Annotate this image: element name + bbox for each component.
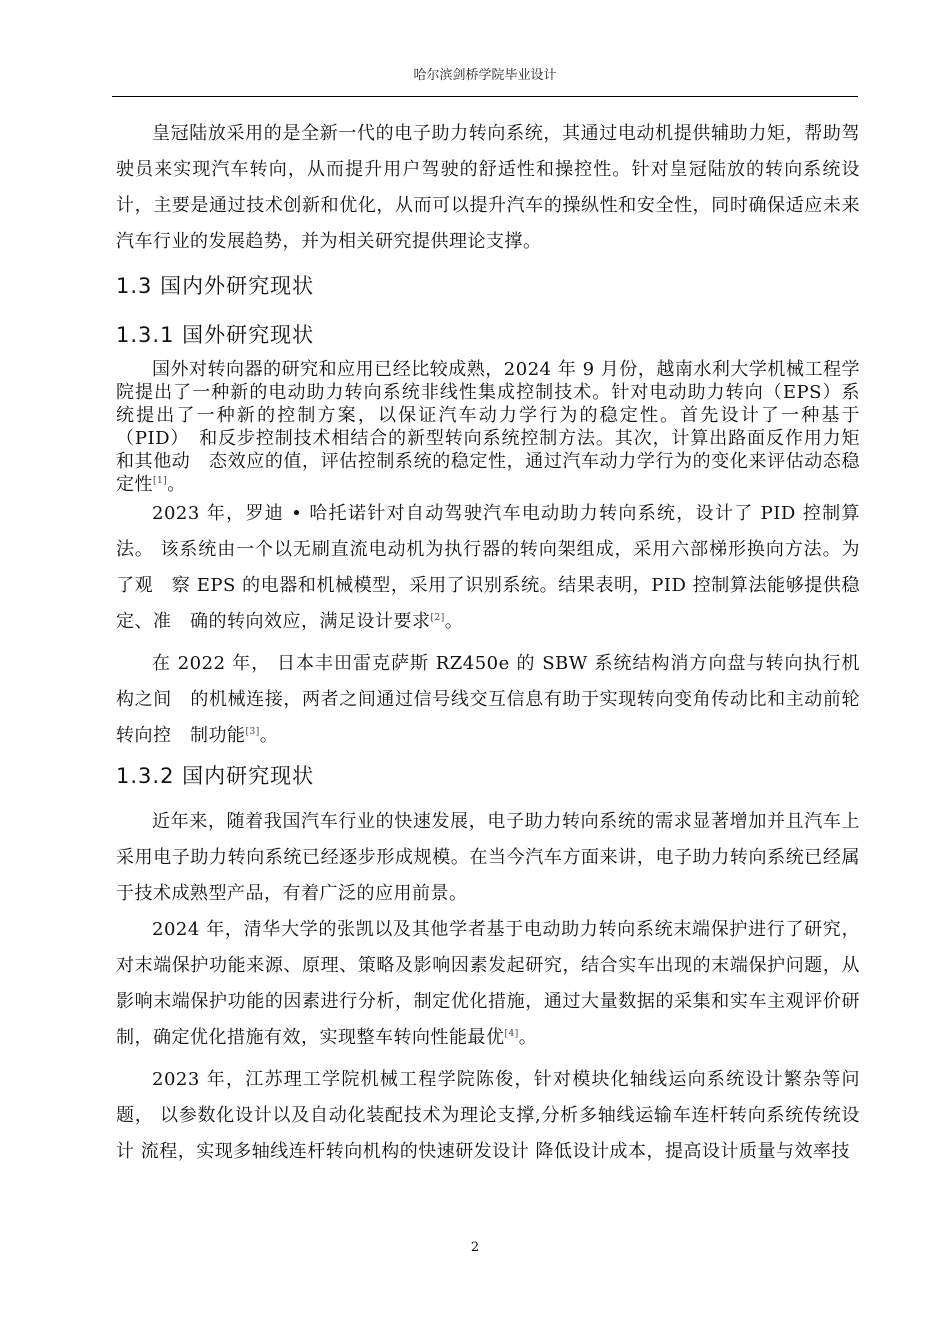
paragraph-end: 。 — [518, 1027, 538, 1048]
paragraph-foreign-research-2 — [116, 496, 860, 640]
paragraph-end: 。 — [259, 725, 279, 746]
paragraph-intro: 皇冠陆放采用的是全新一代的电子助力转向系统，其通过电动机提供辅助力矩，帮助驾驶员来实现汽车转向，从而提升用户驾驶的舒适性和操控性。针对皇冠陆放的转向系统设计，主要是通过技术创新和优化，从而可以提升汽车的操纵性和安全性，同时确保适应未来汽车行业的发展趋势，并为相关研究提供理论支撑。 — [116, 123, 860, 252]
citation-ref: [3] — [245, 727, 260, 737]
paragraph-text: 在 2022 年， 日本丰田雷克萨斯 RZ450e 的 SBW 系统结构消方向盘与转向执行机构之间 的机械连接，两者之间通过信号线交互信息有助于实现转向变角传动比和主动前轮转向控 制功能 — [116, 653, 860, 746]
paragraph-foreign-research-1 — [116, 358, 879, 496]
paragraph-foreign-research-3 — [116, 646, 860, 754]
page-body — [116, 116, 879, 1170]
citation-ref: [2] — [430, 613, 445, 623]
paragraph-end: 。 — [444, 611, 464, 632]
page-header-title: 哈尔滨剑桥学院毕业设计 — [413, 68, 557, 83]
paragraph-text: 2024 年，清华大学的张凯以及其他学者基于电动助力转向系统末端保护进行了研究，对末端保护功能来源、原理、策略及影响因素发起研究，结合实车出现的末端保护问题，从影响末端保护功能的因素进行分析，制定优化措施，通过大量数据的采集和实车主观评价研制，确定优化措施有效，实现整车转向性能最优 — [116, 919, 860, 1048]
page-number: 2 — [470, 1240, 480, 1255]
paragraph-text: 2023 年，罗迪 • 哈托诺针对自动驾驶汽车电动助力转向系统，设计了 PID 控制算法。 该系统由一个以无刷直流电动机为执行器的转向架组成，采用六部梯形换向方法。为了观 察 EPS 的电器和机械模型，采用了识别系统。结果表明，PID 控制算法能够提供稳定、准 确的转向效应，满足设计要求 — [116, 503, 860, 632]
citation-ref: [4] — [504, 1029, 519, 1039]
header-divider — [112, 96, 858, 97]
paragraph-domestic-research-2 — [116, 912, 860, 1056]
section-heading-1-3-1: 1.3.1 国外研究现状 — [116, 323, 315, 347]
paragraph-end: 。 — [167, 474, 186, 495]
citation-ref: [1] — [153, 476, 168, 486]
section-heading-1-3-2: 1.3.2 国内研究现状 — [116, 764, 315, 788]
section-heading-1-3: 1.3 国内外研究现状 — [116, 274, 315, 298]
paragraph-domestic-research-3: 2023 年，江苏理工学院机械工程学院陈俊，针对模块化轴线运向系统设计繁杂等问题， 以参数化设计以及自动化装配技术为理论支撑,分析多轴线运输车连杆转向系统传统设计 流程，实现多轴线连杆转向机构的快速研发设计 降低设计成本，提高设计质量与效率技 — [116, 1069, 860, 1162]
paragraph-domestic-research-1: 近年来，随着我国汽车行业的快速发展，电子助力转向系统的需求显著增加并且汽车上采用电子助力转向系统已经逐步形成规模。在当今汽车方面来讲，电子助力转向系统已经属于技术成熟型产品，有着广泛的应用前景。 — [116, 811, 860, 904]
paragraph-text: 国外对转向器的研究和应用已经比较成熟，2024 年 9 月份，越南水利大学机械工程学 院提出了一种新的电动助力转向系统非线性集成控制技术。针对电动助力转向（EPS）系 统提出了一种新的控制方案，以保证汽车动力学行为的稳定性。首先设计了一种基于（PID） 和反步控制技术相结合的新型转向系统控制方法。其次，计算出路面反作用力矩和其他动 态效应的值，评估控制系统的稳定性，通过汽车动力学行为的变化来评估动态稳定性 — [116, 359, 879, 495]
